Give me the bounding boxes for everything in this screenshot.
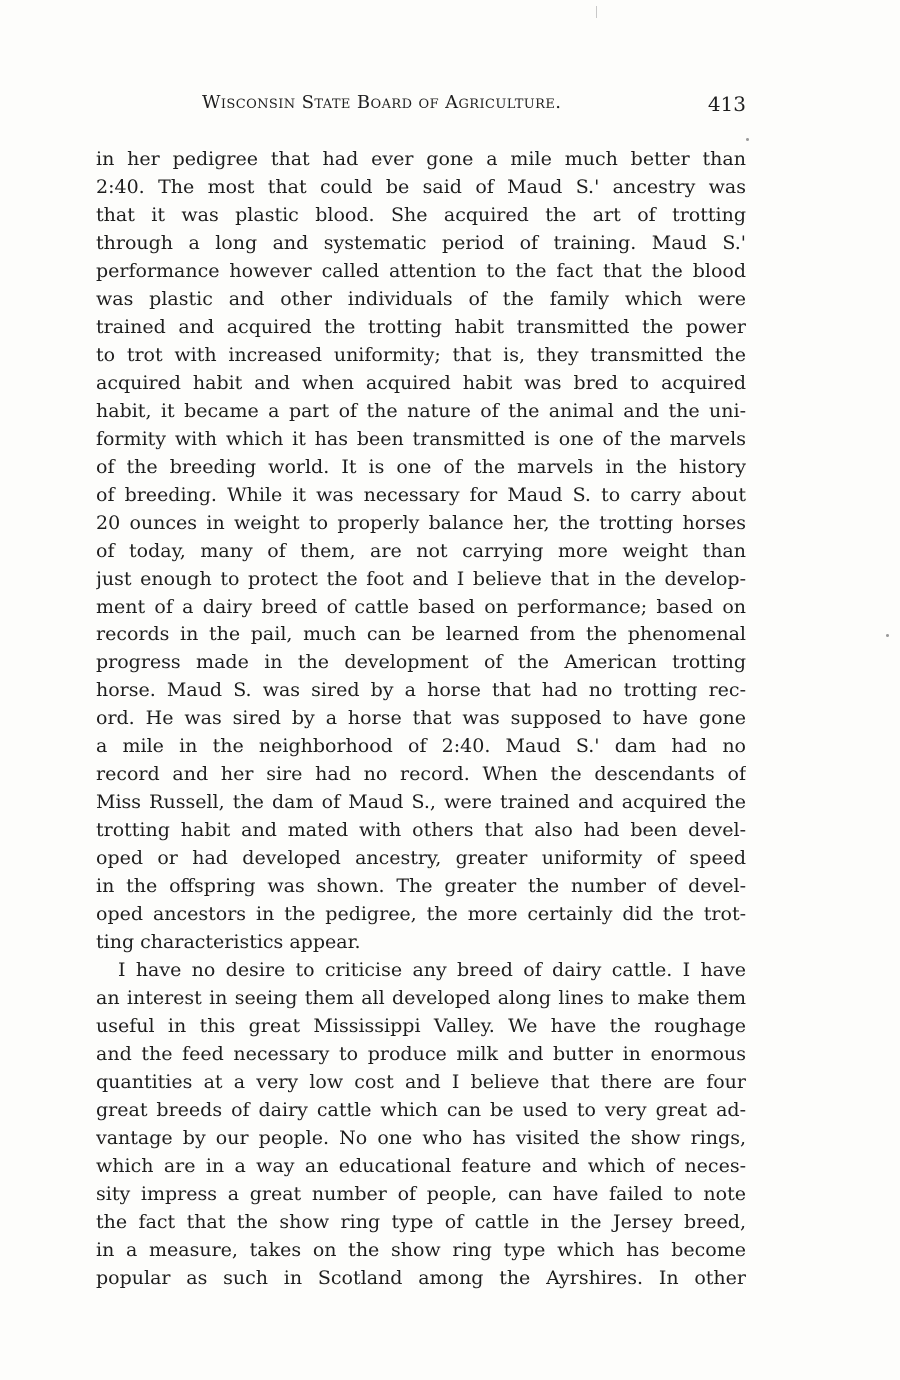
text-line: oped or had developed ancestry, greater uniformity of speed: [96, 847, 746, 870]
text-line: horse. Maud S. was sired by a horse that had no trotting rec-: [96, 679, 746, 702]
text-line: trained and acquired the trotting habit transmitted the power: [96, 315, 746, 338]
text-line: oped ancestors in the pedigree, the more certainly did the trot-: [96, 903, 746, 926]
text-line: quantities at a very low cost and I believe that there are four: [96, 1070, 746, 1093]
paragraph-start-line: I have no desire to criticise any breed of dairy cattle. I have: [118, 959, 746, 982]
paragraph-end-line: ting characteristics appear.: [96, 931, 361, 954]
page-speck: [746, 138, 749, 141]
text-line: performance however called attention to the fact that the blood: [96, 259, 746, 282]
text-line: to trot with increased uniformity; that is, they transmitted the: [96, 343, 746, 366]
running-title: Wisconsin State Board of Agriculture.: [202, 92, 562, 113]
text-line: vantage by our people. No one who has visited the show rings,: [96, 1126, 746, 1149]
text-line: in the offspring was shown. The greater the number of devel-: [96, 875, 746, 898]
page-number: 413: [707, 92, 746, 116]
text-line: just enough to protect the foot and I believe that in the develop-: [96, 567, 746, 590]
text-line: of breeding. While it was necessary for Maud S. to carry about: [96, 483, 746, 506]
text-line: in her pedigree that had ever gone a mile much better than: [96, 148, 746, 170]
text-line: habit, it became a part of the nature of the animal and the uni-: [96, 399, 746, 422]
text-line: of the breeding world. It is one of the marvels in the history: [96, 455, 746, 478]
text-line: Miss Russell, the dam of Maud S., were trained and acquired the: [96, 791, 746, 814]
text-line: that it was plastic blood. She acquired the art of trotting: [96, 203, 746, 226]
page-speck: [596, 6, 597, 18]
page-speck: [886, 634, 889, 637]
text-line: a mile in the neighborhood of 2:40. Maud S.' dam had no: [96, 735, 746, 758]
text-line: the fact that the show ring type of cattle in the Jersey breed,: [96, 1210, 746, 1233]
text-line: ord. He was sired by a horse that was supposed to have gone: [96, 707, 746, 730]
text-line: records in the pail, much can be learned from the phenomenal: [96, 623, 746, 646]
text-line: ment of a dairy breed of cattle based on performance; based on: [96, 595, 746, 618]
body-text: [96, 146, 746, 1293]
text-line: was plastic and other individuals of the family which were: [96, 287, 746, 310]
text-line: which are in a way an educational feature and which of neces-: [96, 1154, 746, 1177]
running-head: [96, 92, 746, 122]
text-line: useful in this great Mississippi Valley. We have the roughage: [96, 1015, 746, 1038]
text-line: formity with which it has been transmitted is one of the marvels: [96, 427, 746, 450]
text-line: an interest in seeing them all developed along lines to make them: [96, 987, 746, 1010]
text-line: acquired habit and when acquired habit was bred to acquired: [96, 371, 746, 394]
text-line: great breeds of dairy cattle which can be used to very great ad-: [96, 1098, 746, 1121]
text-line: 20 ounces in weight to properly balance her, the trotting horses: [96, 511, 746, 534]
text-line: popular as such in Scotland among the Ayrshires. In other: [96, 1266, 746, 1289]
text-line: progress made in the development of the American trotting: [96, 651, 746, 674]
text-line: of today, many of them, are not carrying more weight than: [96, 539, 746, 562]
text-line: sity impress a great number of people, can have failed to note: [96, 1182, 746, 1205]
text-line: trotting habit and mated with others that also had been devel-: [96, 819, 746, 842]
text-line: and the feed necessary to produce milk and butter in enormous: [96, 1043, 746, 1065]
text-line: in a measure, takes on the show ring type which has become: [96, 1238, 746, 1261]
text-line: 2:40. The most that could be said of Maud S.' ancestry was: [96, 175, 746, 198]
text-line: through a long and systematic period of training. Maud S.': [96, 231, 746, 254]
text-line: record and her sire had no record. When the descendants of: [96, 763, 746, 786]
